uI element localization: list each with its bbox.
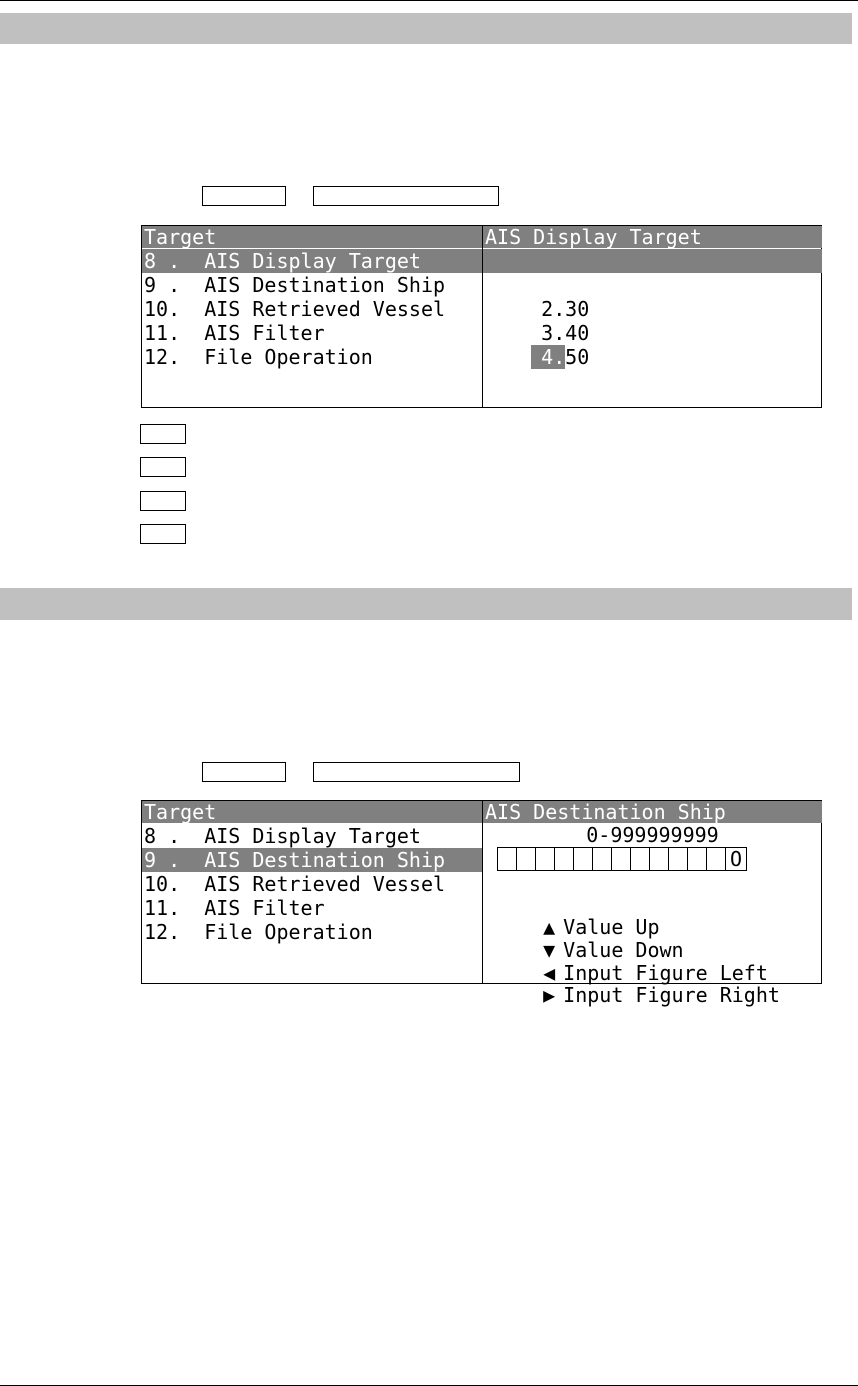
key-box-menu (202, 762, 286, 782)
key-box-menu-path (313, 186, 499, 206)
digit-cell-last[interactable]: O (725, 847, 747, 871)
digit-cell[interactable] (554, 847, 573, 871)
digit-cell[interactable] (668, 847, 687, 871)
digit-cell[interactable] (687, 847, 706, 871)
help-text: Input Figure Left (563, 961, 768, 985)
menu-item-file-operation[interactable]: 12. File Operation (144, 345, 373, 369)
digit-cell[interactable] (592, 847, 611, 871)
menu-item-ais-display-target[interactable]: 8 . AIS Display Target (144, 824, 421, 848)
option-number: 3. (541, 321, 566, 345)
panel-right-header: AIS Destination Ship (483, 801, 822, 823)
key-square-1 (140, 424, 186, 444)
menu-item-ais-destination-ship[interactable]: 9 . AIS Destination Ship (144, 273, 446, 297)
section-header-bar-1 (0, 13, 852, 44)
digit-cell[interactable] (573, 847, 592, 871)
option-value: 50 (565, 345, 590, 369)
digit-cell[interactable] (516, 847, 535, 871)
display-target-panel (141, 225, 822, 408)
help-figure-left (495, 939, 768, 985)
option-number: 1. (541, 273, 566, 297)
help-text: Value Up (563, 915, 660, 939)
help-text: Input Figure Right (563, 983, 780, 1007)
menu-item-ais-filter[interactable]: 11. AIS Filter (144, 321, 325, 345)
menu-item-ais-destination-ship[interactable]: 9 . AIS Destination Ship (142, 848, 482, 872)
panel-left-header: Target (142, 226, 482, 248)
mmsi-digit-input[interactable] (497, 847, 747, 871)
help-value-down (495, 916, 684, 962)
down-arrow-icon: ▼ (543, 938, 556, 962)
menu-item-ais-retrieved-vessel[interactable]: 10. AIS Retrieved Vessel (144, 872, 446, 896)
up-arrow-icon: ▲ (543, 915, 556, 939)
digit-cell[interactable] (649, 847, 668, 871)
digit-cell[interactable] (630, 847, 649, 871)
left-arrow-icon: ◀ (543, 961, 556, 985)
right-arrow-icon: ▶ (543, 983, 556, 1007)
menu-item-ais-display-target[interactable]: 8 . AIS Display Target (142, 249, 482, 273)
menu-item-ais-retrieved-vessel[interactable]: 10. AIS Retrieved Vessel (144, 297, 446, 321)
option-2[interactable] (483, 273, 822, 321)
panel-right-header: AIS Display Target (483, 226, 822, 248)
option-3[interactable] (483, 297, 822, 345)
help-text: Value Down (563, 938, 684, 962)
option-1[interactable] (483, 249, 822, 297)
mmsi-range-label: 0-999999999 (586, 823, 719, 847)
key-square-4 (140, 524, 186, 544)
key-box-menu (202, 186, 286, 206)
key-square-3 (140, 491, 186, 511)
key-square-2 (140, 457, 186, 477)
digit-cell[interactable] (611, 847, 630, 871)
option-value: 40 (565, 321, 590, 345)
top-rule (0, 0, 858, 1)
digit-cell[interactable] (497, 847, 516, 871)
menu-item-ais-filter[interactable]: 11. AIS Filter (144, 896, 325, 920)
menu-item-file-operation[interactable]: 12. File Operation (144, 920, 373, 944)
option-value: 20 (565, 273, 590, 297)
help-value-up (495, 893, 660, 939)
panel-left-header: Target (142, 801, 482, 823)
help-figure-right (495, 961, 780, 1007)
key-box-menu-path (313, 762, 520, 782)
section-header-bar-2 (0, 588, 852, 620)
option-number: 4. (531, 345, 565, 369)
digit-cell[interactable] (706, 847, 725, 871)
option-4[interactable] (483, 321, 822, 369)
option-number: 2. (541, 297, 566, 321)
destination-ship-panel (141, 800, 822, 1007)
digit-cell[interactable] (535, 847, 554, 871)
option-value: 30 (565, 297, 590, 321)
